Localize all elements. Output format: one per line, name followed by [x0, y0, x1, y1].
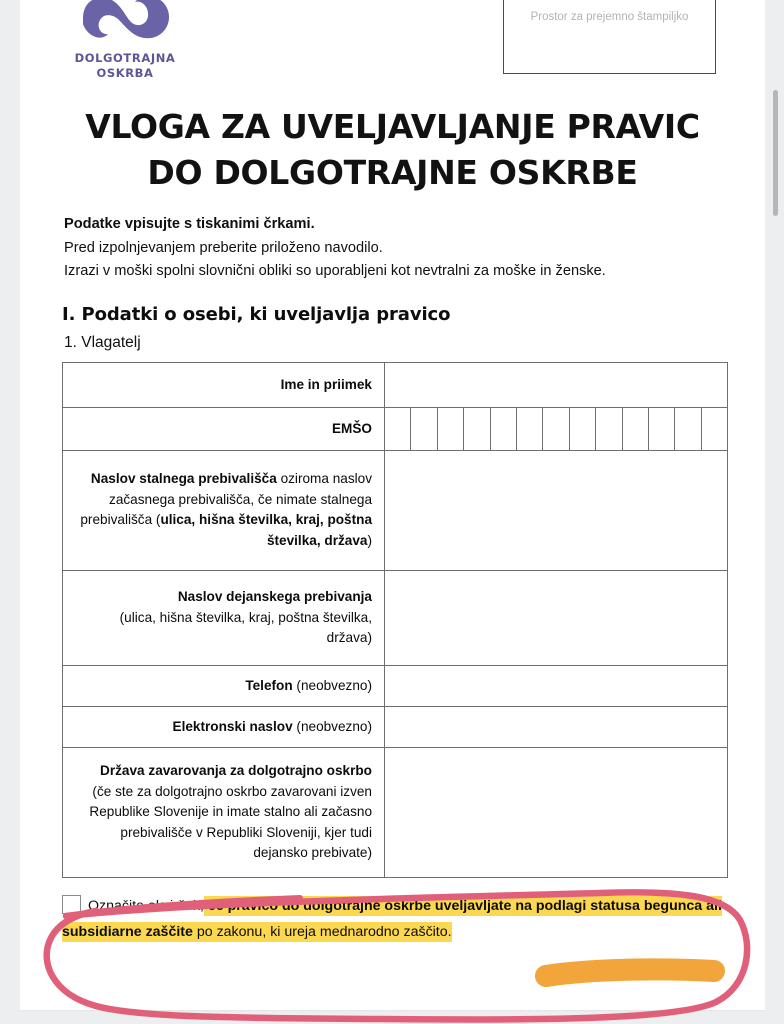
label-text-rest: (neobvezno) — [292, 677, 372, 693]
emso-digit-box[interactable] — [649, 408, 675, 450]
two-figures-logo-icon — [73, 0, 177, 50]
refugee-status-checkbox[interactable] — [62, 895, 81, 914]
label-text-rest: (neobvezno) — [292, 718, 372, 734]
label-text-bold-2: ulica, hišna številka, kraj, poštna številka, država — [160, 512, 372, 549]
statement-part-highlighted-plain: po zakonu, ki ureja mednarodno zaščito. — [192, 923, 452, 940]
vertical-scrollbar[interactable] — [772, 0, 782, 1024]
row-label-telefon — [63, 665, 385, 706]
brand-logo — [64, 0, 186, 81]
intro-line-2: Pred izpolnjevanjem preberite priloženo navodilo. — [64, 239, 383, 256]
input-cell-telefon[interactable] — [385, 665, 728, 706]
input-cell-naslov-stalnega-prebivalisca[interactable] — [385, 450, 728, 570]
input-cell-ime-in-priimek[interactable] — [385, 362, 728, 407]
emso-digit-box[interactable] — [543, 408, 569, 450]
section-heading-1: I. Podatki o osebi, ki uveljavlja pravico — [62, 303, 451, 325]
vertical-scrollbar-thumb[interactable] — [773, 90, 778, 216]
emso-digit-box[interactable] — [517, 408, 543, 450]
emso-digit-box[interactable] — [675, 408, 701, 450]
label-text-rest: (ulica, hišna številka, kraj, poštna številka, država) — [119, 609, 372, 646]
table-row — [63, 362, 728, 407]
input-cell-emso[interactable] — [385, 407, 728, 450]
statement-part-plain: Označite okvirček, — [88, 897, 204, 914]
emso-digit-box[interactable] — [570, 408, 596, 450]
row-label-naslov-dejanskega-prebivanja — [63, 570, 385, 665]
table-row — [63, 570, 728, 665]
page-title — [50, 104, 735, 195]
emso-digit-boxes[interactable] — [385, 408, 727, 450]
document-page — [20, 0, 765, 1010]
label-text-rest: (če ste za dolgotrajno oskrbo zavarovani izven Republike Slovenije in imate stalno ali začasno prebivališče v Republiki Sloveniji, kjer tudi dejansko prebivate) — [89, 783, 372, 861]
emso-digit-box[interactable] — [491, 408, 517, 450]
label-text-rest-2: ) — [367, 533, 372, 549]
label-text-bold: Naslov dejanskega prebivanja — [177, 589, 372, 604]
label-text-rest: oziroma naslov začasnega prebivališča, če nimate stalnega prebivališča ( — [80, 471, 372, 528]
emso-digit-box[interactable] — [438, 408, 464, 450]
brand-logo-line1: DOLGOTRAJNA — [74, 51, 176, 65]
statement-text — [62, 894, 734, 945]
emso-digit-box[interactable] — [623, 408, 649, 450]
applicant-form-table — [62, 362, 728, 878]
intro-line-1: Podatke vpisujte s tiskanimi črkami. — [64, 216, 315, 233]
brand-logo-line2: OSKRBA — [96, 66, 154, 81]
row-label-ime-in-priimek — [63, 362, 385, 407]
subsection-heading-1: 1. Vlagatelj — [64, 333, 141, 351]
page-title-line1: VLOGA ZA UVELJAVLJANJE PRAVIC — [85, 107, 700, 146]
intro-block — [64, 213, 765, 284]
label-text-bold: Telefon — [245, 677, 293, 693]
row-label-elektronski-naslov — [63, 706, 385, 747]
row-label-naslov-stalnega-prebivalisca — [63, 450, 385, 570]
label-text-bold: Naslov stalnega prebivališča — [90, 471, 277, 487]
emso-digit-box[interactable] — [411, 408, 437, 450]
row-label-drzava-zavarovanja — [63, 747, 385, 877]
input-cell-drzava-zavarovanja[interactable] — [385, 747, 728, 877]
input-cell-elektronski-naslov[interactable] — [385, 706, 728, 747]
stamp-placeholder-box — [503, 0, 716, 74]
table-row — [63, 450, 728, 570]
input-cell-naslov-dejanskega-prebivanja[interactable] — [385, 570, 728, 665]
label-text-bold: Država zavarovanja za dolgotrajno oskrbo — [100, 762, 372, 778]
label-text: EMŠO — [331, 420, 372, 436]
row-label-emso — [63, 407, 385, 450]
page-title-line2: DO DOLGOTRAJNE OSKRBE — [147, 152, 638, 192]
table-row — [63, 407, 728, 450]
document-header — [20, 0, 765, 92]
label-text-bold: Elektronski naslov — [172, 718, 293, 734]
table-row — [63, 706, 728, 747]
page-left-gutter — [0, 0, 20, 1024]
emso-digit-box[interactable] — [385, 408, 411, 450]
label-text: Ime in priimek — [280, 376, 372, 392]
statement-part-highlighted-bold: če pravico do dolgotrajne oskrbe uveljavljate na podlagi statusa begunca ali subsidiarne zaščite — [62, 897, 722, 940]
table-row — [63, 665, 728, 706]
table-row — [63, 747, 728, 877]
statement-block — [62, 894, 734, 975]
emso-digit-box[interactable] — [702, 408, 727, 450]
stamp-placeholder-text: Prostor za prejemno štampiljko — [530, 11, 689, 23]
emso-digit-box[interactable] — [596, 408, 622, 450]
emso-digit-box[interactable] — [464, 408, 490, 450]
intro-line-3: Izrazi v moški spolni slovnični obliki so uporabljeni kot nevtralni za moške in ženske. — [64, 263, 606, 280]
